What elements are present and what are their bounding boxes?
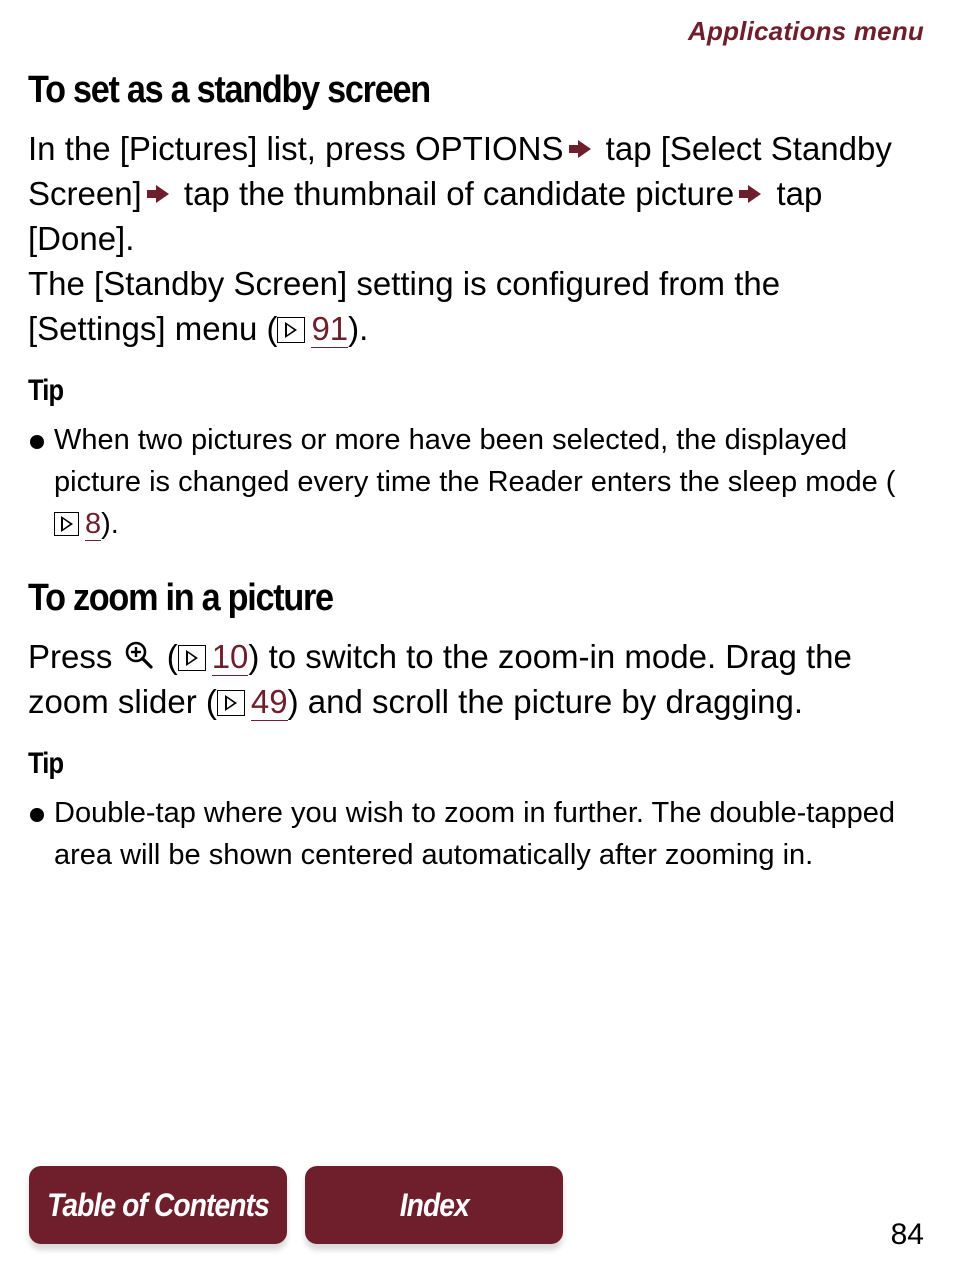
zoom-instructions <box>28 634 918 724</box>
note-text: The [Standby Screen] setting is configured from the [Settings] menu ( <box>28 265 781 347</box>
standby-screen-heading: To set as a standby screen <box>28 69 430 111</box>
tip-heading: Tip <box>28 747 64 780</box>
zoom-section <box>28 576 918 876</box>
page-10-link[interactable]: 10 <box>211 638 249 675</box>
index-button[interactable] <box>305 1166 563 1244</box>
tip-item <box>28 792 918 876</box>
right-arrow-icon <box>156 185 169 203</box>
tip-text: Double-tap where you wish to zoom in further. The double-tapped area will be shown centered automatically after zooming in. <box>54 797 895 871</box>
tip-text: ). <box>101 508 119 540</box>
page-number: 84 <box>890 1218 924 1251</box>
zoom-text: ) and scroll the picture by dragging. <box>287 683 804 720</box>
page-reference-icon <box>54 512 79 536</box>
section-header: Applications menu <box>688 16 924 46</box>
zoom-text: ( <box>157 638 178 675</box>
step-text: In the [Pictures] list, press OPTIONS <box>28 130 564 167</box>
tip-item <box>28 419 918 545</box>
bullet-icon <box>30 435 44 449</box>
zoom-in-icon <box>124 636 154 666</box>
bullet-icon <box>30 808 44 822</box>
step-text: tap [Select Standby Screen] <box>28 130 892 212</box>
standby-screen-steps <box>28 126 918 261</box>
page-49-link[interactable]: 49 <box>250 683 288 720</box>
standby-screen-note <box>28 261 918 351</box>
zoom-text: ) to switch to the zoom-in mode. Drag the zoom slider ( <box>28 638 852 720</box>
step-text: tap the thumbnail of candidate picture <box>174 175 735 212</box>
table-of-contents-button[interactable] <box>29 1166 287 1244</box>
tip-text: When two pictures or more have been selected, the displayed picture is changed every time the Reader enters the sleep mode ( <box>54 424 896 498</box>
button-label: Index <box>399 1186 469 1223</box>
zoom-heading: To zoom in a picture <box>28 577 333 619</box>
right-arrow-icon <box>748 185 761 203</box>
standby-screen-body <box>28 126 918 351</box>
tip-heading: Tip <box>28 374 64 407</box>
button-label: Table of Contents <box>47 1186 269 1223</box>
page-8-link[interactable]: 8 <box>85 508 102 540</box>
zoom-text: Press <box>28 638 113 675</box>
zoom-body <box>28 634 918 724</box>
note-text: ). <box>348 310 369 347</box>
page-91-link[interactable]: 91 <box>311 310 349 347</box>
standby-screen-section <box>28 68 918 545</box>
page-reference-icon <box>277 317 305 343</box>
page-reference-icon <box>178 645 206 671</box>
step-text: tap [Done]. <box>28 175 823 257</box>
right-arrow-icon <box>578 140 591 158</box>
page-reference-icon <box>217 690 245 716</box>
